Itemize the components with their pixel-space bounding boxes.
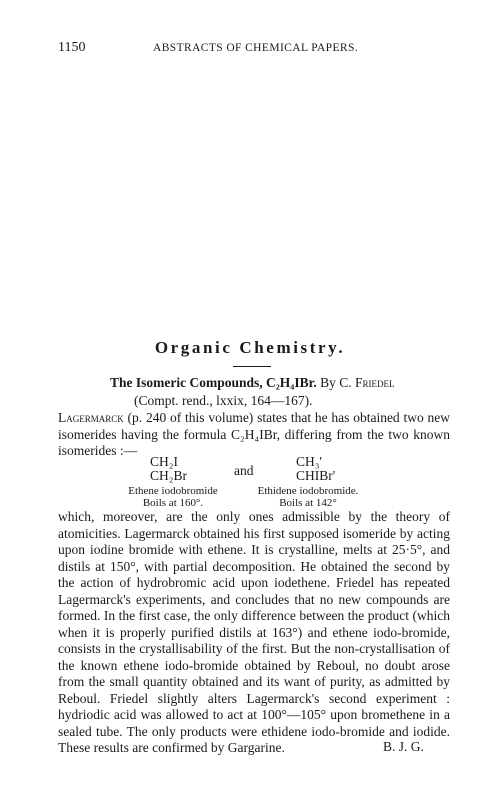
ethene-formula-line2: CH₂Br [150, 468, 187, 483]
paragraph-2: which, moreover, are the only ones admissible by the theory of atomicities. Lagermarck obtained his first supposed isomeride by acting upon iodine bromide with ethene. It is crystalline, melts at 25·5°, and distils at 150°, with partial decomposition. He obtained the second by the action of hydrobromic acid upon iodethene. Friedel has repeated Lagermarck's experiments, and concludes that no new compounds are formed. In the first case, the only difference between the product (which when it is properly purified distils at 163°) and ethene iodo-bromide, consists in the crystallisability of the first. But the non-crystallisation of the known ethene iodo-bromide obtained by Reboul, no doubt arose from the small quantity obtained and its want of purity, as admitted by Reboul. Friedel slightly alters Lagermarck's second experiment : hydriodic acid was allowed to act at 100°—105° upon bromethene in a sealed tube. The only products were ethidene iodo-bromide and iodide. These results are confirmed by Gargarine. [58, 509, 450, 755]
ethidene-caption [238, 485, 378, 509]
ethidene-formula-line1: CH₃' [296, 454, 322, 469]
section-rule [233, 366, 271, 367]
section-title: Organic Chemistry. [154, 338, 346, 357]
article-author: Friedel [355, 375, 395, 390]
formula-block [58, 454, 450, 509]
ethene-formula-line1: CH₂I [150, 454, 178, 469]
ethidene-formula [296, 455, 335, 483]
abstractor-signature: B. J. G. [383, 739, 424, 754]
ethidene-caption-bp: Boils at 142° [279, 497, 337, 509]
running-head: ABSTRACTS OF CHEMICAL PAPERS. [153, 42, 359, 54]
page-number: 1150 [58, 40, 86, 55]
formula-and: and [234, 463, 254, 478]
article-title-text: The Isomeric Compounds, C₂H₄IBr. [110, 375, 317, 390]
ethene-caption-bp: Boils at 160°. [142, 497, 204, 509]
ethidene-formula-line2: CHIBr' [296, 468, 336, 483]
article-title [110, 375, 395, 391]
article-by: By C. [320, 375, 352, 390]
ethidene-caption-name: Ethidene iodobromide. [257, 485, 359, 497]
paragraph-1 [58, 410, 450, 460]
article-citation: (Compt. rend., lxxix, 164—167). [134, 393, 313, 408]
ethene-caption [108, 485, 238, 509]
paragraph-1-text: (p. 240 of this volume) states that he has obtained two new isomerides having the formula C₂H₄IBr, differing from the two known isomerides :— [58, 410, 450, 458]
paragraph-1-lead: Lagermarck [58, 410, 124, 425]
ethene-caption-name: Ethene iodobromide [128, 485, 218, 497]
ethene-formula [150, 455, 187, 483]
